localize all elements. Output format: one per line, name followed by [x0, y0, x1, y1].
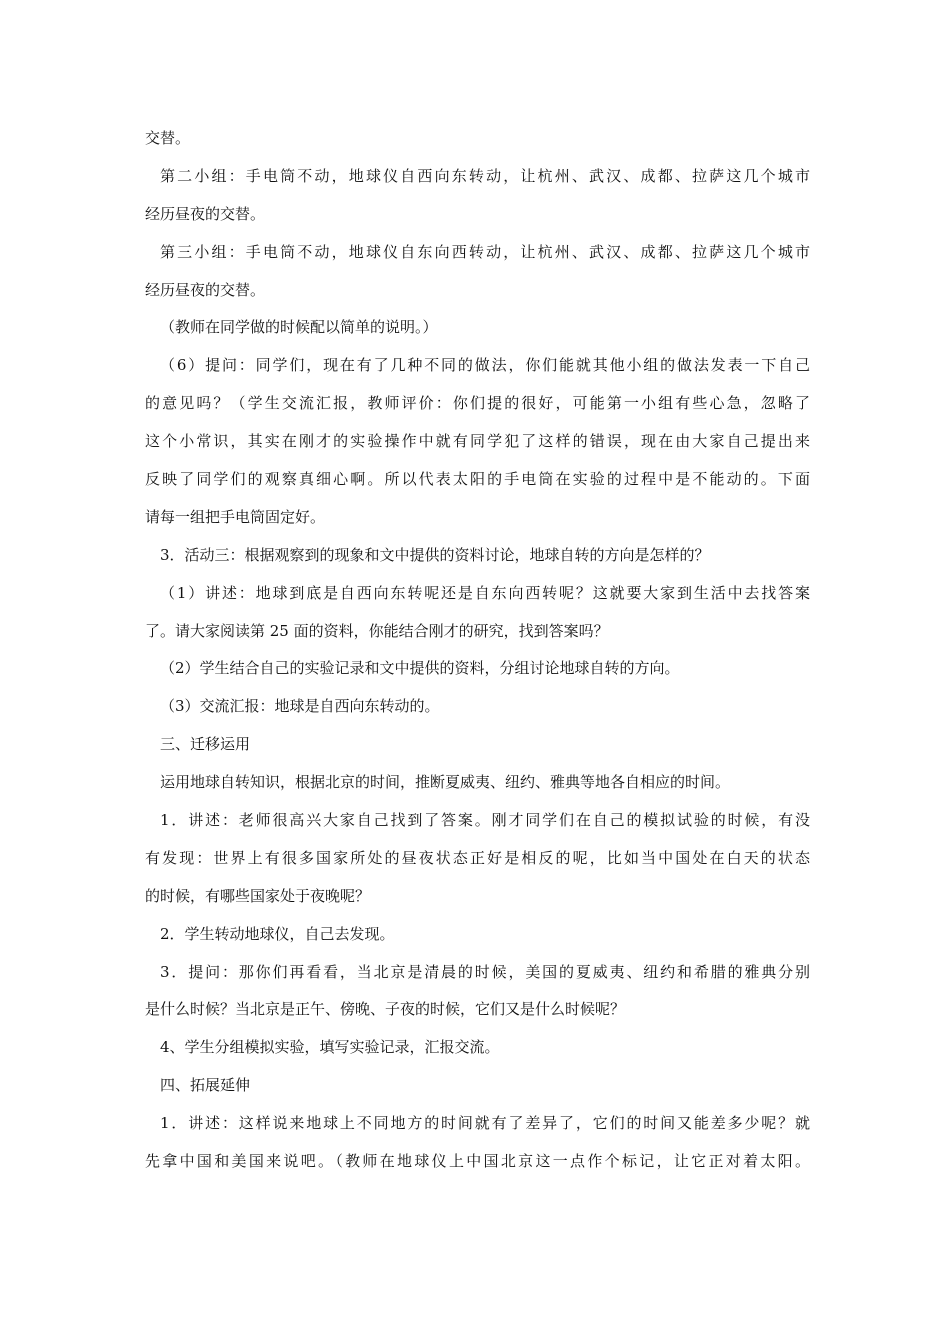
text-line: （1）讲述：地球到底是自西向东转呢还是自东向西转呢？这就要大家到生活中去找答案	[160, 583, 810, 602]
text-line: 3．活动三：根据观察到的现象和文中提供的资料讨论，地球自转的方向是怎样的？	[160, 545, 710, 564]
text-line: 三、迁移运用	[160, 735, 251, 754]
text-line: （2）学生结合自己的实验记录和文中提供的资料，分组讨论地球自转的方向。	[160, 659, 680, 678]
text-line: 的意见吗？（学生交流汇报，教师评价：你们提的很好，可能第一小组有些心急，忽略了	[145, 394, 810, 413]
text-line: 第二小组：手电筒不动，地球仪自西向东转动，让杭州、武汉、成都、拉萨这几个城市	[160, 166, 810, 185]
text-line: 的时候，有哪些国家处于夜晚呢？	[145, 886, 371, 905]
text-line: 第三小组：手电筒不动，地球仪自东向西转动，让杭州、武汉、成都、拉萨这几个城市	[160, 242, 810, 261]
text-line: 1．讲述：老师很高兴大家自己找到了答案。刚才同学们在自己的模拟试验的时候，有没	[160, 811, 810, 830]
text-line: 经历昼夜的交替。	[145, 280, 266, 299]
text-line: 有发现：世界上有很多国家所处的昼夜状态正好是相反的呢，比如当中国处在白天的状态	[145, 848, 810, 867]
text-line: 这个小常识，其实在刚才的实验操作中就有同学犯了这样的错误，现在由大家自己提出来	[145, 432, 810, 451]
text-line: （6）提问：同学们，现在有了几种不同的做法，你们能就其他小组的做法发表一下自己	[160, 356, 810, 375]
text-line: 交替。	[145, 129, 191, 147]
text-line: 2．学生转动地球仪，自己去发现。	[160, 924, 395, 943]
text-line: 四、拓展延伸	[160, 1076, 251, 1095]
text-line: 反映了同学们的观察真细心啊。所以代表太阳的手电筒在实验的过程中是不能动的。下面	[145, 470, 810, 489]
text-line: 4、学生分组模拟实验，填写实验记录，汇报交流。	[160, 1038, 500, 1057]
text-line: 了。请大家阅读第 25 面的资料，你能结合刚才的研究，找到答案吗？	[145, 621, 609, 640]
text-line: （教师在同学做的时候配以简单的说明。）	[160, 318, 438, 337]
text-line: 1．讲述：这样说来地球上不同地方的时间就有了差异了，它们的时间又能差多少呢？就	[160, 1114, 810, 1133]
text-line: 是什么时候？当北京是正午、傍晚、子夜的时候，它们又是什么时候呢？	[145, 1000, 626, 1019]
text-line: 先拿中国和美国来说吧。（教师在地球仪上中国北京这一点作个标记，让它正对着太阳。	[145, 1152, 810, 1171]
text-line: 请每一组把手电筒固定好。	[145, 507, 326, 526]
text-line: 经历昼夜的交替。	[145, 204, 266, 223]
text-line: 3．提问：那你们再看看，当北京是清晨的时候，美国的夏威夷、纽约和希腊的雅典分别	[160, 962, 810, 981]
text-line: 运用地球自转知识，根据北京的时间，推断夏威夷、纽约、雅典等地各自相应的时间。	[160, 773, 731, 792]
document-body	[145, 120, 810, 1181]
text-line: （3）交流汇报：地球是自西向东转动的。	[160, 697, 440, 716]
